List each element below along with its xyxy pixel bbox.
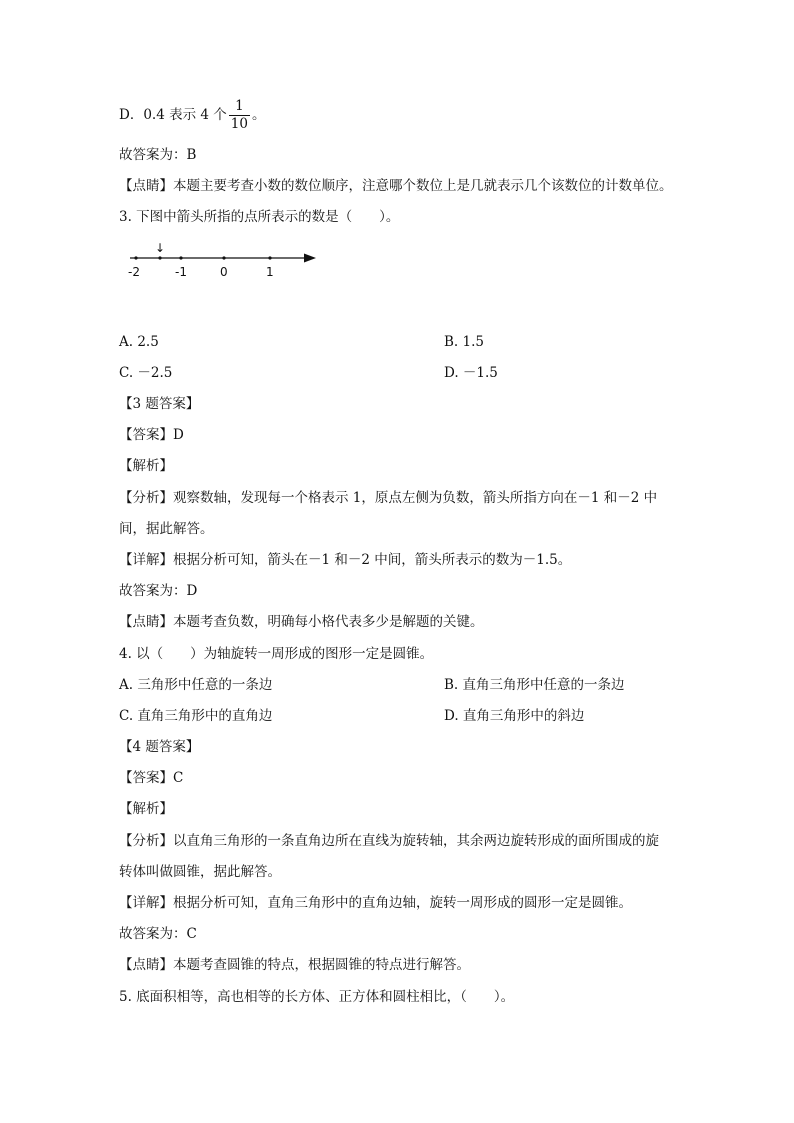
tick-point [179,256,182,259]
q4-analysis-line-1: 【分析】以直角三角形的一条直角边所在直线为旋转轴，其余两边旋转形成的面所围成的旋 [119,833,659,849]
q3-analysis-line-1: 【分析】观察数轴，发现每一个格表示 1，原点左侧为负数，箭头所指方向在－1 和－2 中 [119,490,658,506]
q3-comment: 【点睛】本题考查负数，明确每小格代表多少是解题的关键。 [119,614,484,630]
fraction-one-tenth [229,98,250,133]
q4-comment: 【点睛】本题考查圆锥的特点，根据圆锥的特点进行解答。 [119,957,470,973]
q2-option-d-suffix: 。 [251,107,266,123]
q4-option-a: A. 三角形中任意的一条边 [119,677,273,693]
number-line-figure [120,236,330,284]
q3-answer: 【答案】D [119,427,184,443]
q3-option-c: C. －2.5 [119,365,173,381]
q3-option-d: D. －1.5 [444,365,498,381]
q3-option-b: B. 1.5 [444,334,484,350]
q4-answer-header: 【4 题答案】 [119,739,200,755]
q3-stem: 3. 下图中箭头所指的点所表示的数是（ ）。 [119,209,400,225]
tick-point [268,256,271,259]
fraction-numerator: 1 [229,98,250,116]
tick-label-1: 1 [266,265,274,279]
q4-option-d: D. 直角三角形中的斜边 [444,708,585,724]
fraction-denominator: 10 [230,116,248,132]
q4-option-b: B. 直角三角形中任意的一条边 [444,677,625,693]
tick-point [222,256,225,259]
tick-label-neg2: -2 [128,265,140,279]
pointer-arrow: ↓ [155,241,166,255]
q2-comment: 【点睛】本题主要考查小数的数位顺序，注意哪个数位上是几就表示几个该数位的计数单位。 [119,178,673,194]
q2-option-d [119,98,265,133]
q4-analysis-title: 【解析】 [119,801,173,817]
q2-option-d-prefix: D．0.4 表示 4 个 [119,107,227,123]
q3-analysis-line-2: 间，据此解答。 [119,521,214,537]
tick-label-0: 0 [220,265,228,279]
q4-answer: 【答案】C [119,770,184,786]
q3-answer-header: 【3 题答案】 [119,396,200,412]
q3-analysis-title: 【解析】 [119,458,173,474]
tick-point [158,256,161,259]
axis-arrowhead [304,254,316,263]
q4-stem: 4. 以（ ）为轴旋转一周形成的图形一定是圆锥。 [119,646,434,662]
tick-label-neg1: -1 [175,265,187,279]
q2-answer-line: 故答案为：B [119,147,197,163]
q3-final-answer: 故答案为：D [119,583,198,599]
q3-option-a: A. 2.5 [119,334,159,350]
q3-detail: 【详解】根据分析可知，箭头在－1 和－2 中间，箭头所表示的数为－1.5。 [119,552,572,568]
q4-option-c: C. 直角三角形中的直角边 [119,708,273,724]
q4-final-answer: 故答案为：C [119,926,197,942]
tick-point [134,256,137,259]
q4-analysis-line-2: 转体叫做圆锥，据此解答。 [119,864,281,880]
q4-detail: 【详解】根据分析可知，直角三角形中的直角边轴，旋转一周形成的圆形一定是圆锥。 [119,895,632,911]
q5-stem: 5. 底面积相等，高也相等的长方体、正方体和圆柱相比，（ ）。 [119,989,515,1005]
